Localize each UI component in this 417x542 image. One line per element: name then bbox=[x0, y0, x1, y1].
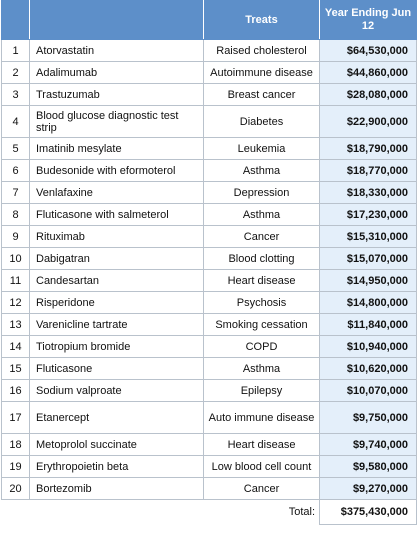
row-rank: 20 bbox=[2, 478, 30, 500]
table-row bbox=[2, 160, 417, 182]
table-row bbox=[2, 226, 417, 248]
row-amount: $9,580,000 bbox=[320, 456, 417, 478]
row-amount: $18,770,000 bbox=[320, 160, 417, 182]
total-row bbox=[2, 500, 417, 525]
row-amount: $17,230,000 bbox=[320, 204, 417, 226]
row-drug-name: Venlafaxine bbox=[30, 182, 204, 204]
table-row bbox=[2, 456, 417, 478]
row-amount: $44,860,000 bbox=[320, 62, 417, 84]
row-rank: 13 bbox=[2, 314, 30, 336]
row-drug-name: Budesonide with eformoterol bbox=[30, 160, 204, 182]
total-label: Total: bbox=[288, 506, 315, 519]
table-row bbox=[2, 402, 417, 434]
row-treats: Diabetes bbox=[204, 106, 320, 138]
row-drug-name: Rituximab bbox=[30, 226, 204, 248]
row-treats: Breast cancer bbox=[204, 84, 320, 106]
row-drug-name: Atorvastatin bbox=[30, 40, 204, 62]
row-rank: 17 bbox=[2, 402, 30, 434]
row-treats: Leukemia bbox=[204, 138, 320, 160]
row-amount: $9,740,000 bbox=[320, 434, 417, 456]
row-amount: $9,750,000 bbox=[320, 402, 417, 434]
row-rank: 7 bbox=[2, 182, 30, 204]
header-rank bbox=[2, 1, 30, 40]
table-row bbox=[2, 62, 417, 84]
table-row bbox=[2, 270, 417, 292]
row-amount: $22,900,000 bbox=[320, 106, 417, 138]
row-amount: $15,310,000 bbox=[320, 226, 417, 248]
row-drug-name: Tiotropium bromide bbox=[30, 336, 204, 358]
row-drug-name: Fluticasone bbox=[30, 358, 204, 380]
table-row bbox=[2, 314, 417, 336]
row-treats: Autoimmune disease bbox=[204, 62, 320, 84]
row-rank: 4 bbox=[2, 106, 30, 138]
table-row bbox=[2, 336, 417, 358]
row-amount: $14,800,000 bbox=[320, 292, 417, 314]
row-treats: Depression bbox=[204, 182, 320, 204]
row-treats: Heart disease bbox=[204, 434, 320, 456]
row-rank: 6 bbox=[2, 160, 30, 182]
row-rank: 15 bbox=[2, 358, 30, 380]
table-row bbox=[2, 204, 417, 226]
row-treats: Cancer bbox=[204, 226, 320, 248]
table-row bbox=[2, 138, 417, 160]
total-value: $375,430,000 bbox=[320, 500, 417, 525]
row-drug-name: Bortezomib bbox=[30, 478, 204, 500]
row-amount: $14,950,000 bbox=[320, 270, 417, 292]
row-amount: $10,620,000 bbox=[320, 358, 417, 380]
row-amount: $18,790,000 bbox=[320, 138, 417, 160]
row-drug-name: Dabigatran bbox=[30, 248, 204, 270]
table-row bbox=[2, 434, 417, 456]
row-drug-name: Etanercept bbox=[30, 402, 204, 434]
row-drug-name: Fluticasone with salmeterol bbox=[30, 204, 204, 226]
row-amount: $10,940,000 bbox=[320, 336, 417, 358]
row-amount: $15,070,000 bbox=[320, 248, 417, 270]
row-rank: 2 bbox=[2, 62, 30, 84]
row-drug-name: Adalimumab bbox=[30, 62, 204, 84]
table-row bbox=[2, 40, 417, 62]
row-rank: 8 bbox=[2, 204, 30, 226]
table-row bbox=[2, 292, 417, 314]
row-treats: Asthma bbox=[204, 160, 320, 182]
row-treats: Asthma bbox=[204, 204, 320, 226]
row-treats: Blood clotting bbox=[204, 248, 320, 270]
table-row bbox=[2, 248, 417, 270]
row-rank: 1 bbox=[2, 40, 30, 62]
row-treats: Epilepsy bbox=[204, 380, 320, 402]
row-rank: 9 bbox=[2, 226, 30, 248]
drug-sales-table bbox=[1, 0, 417, 525]
row-rank: 18 bbox=[2, 434, 30, 456]
row-amount: $11,840,000 bbox=[320, 314, 417, 336]
header-treats: Treats bbox=[204, 1, 320, 40]
row-rank: 10 bbox=[2, 248, 30, 270]
row-treats: Auto immune disease bbox=[204, 402, 320, 434]
row-rank: 12 bbox=[2, 292, 30, 314]
row-treats: Psychosis bbox=[204, 292, 320, 314]
row-amount: $9,270,000 bbox=[320, 478, 417, 500]
table-row bbox=[2, 182, 417, 204]
row-drug-name: Trastuzumab bbox=[30, 84, 204, 106]
row-drug-name: Erythropoietin beta bbox=[30, 456, 204, 478]
row-treats: Raised cholesterol bbox=[204, 40, 320, 62]
row-drug-name: Metoprolol succinate bbox=[30, 434, 204, 456]
row-drug-name: Blood glucose diagnostic test strip bbox=[30, 106, 204, 138]
table-row bbox=[2, 84, 417, 106]
row-rank: 16 bbox=[2, 380, 30, 402]
row-treats: Low blood cell count bbox=[204, 456, 320, 478]
row-rank: 5 bbox=[2, 138, 30, 160]
row-rank: 11 bbox=[2, 270, 30, 292]
row-amount: $10,070,000 bbox=[320, 380, 417, 402]
row-amount: $64,530,000 bbox=[320, 40, 417, 62]
row-treats: Asthma bbox=[204, 358, 320, 380]
row-rank: 3 bbox=[2, 84, 30, 106]
row-rank: 19 bbox=[2, 456, 30, 478]
header-year-ending: Year Ending Jun 12 bbox=[320, 1, 417, 40]
row-drug-name: Sodium valproate bbox=[30, 380, 204, 402]
table-row bbox=[2, 106, 417, 138]
table-row bbox=[2, 380, 417, 402]
row-amount: $18,330,000 bbox=[320, 182, 417, 204]
row-drug-name: Varenicline tartrate bbox=[30, 314, 204, 336]
row-treats: Smoking cessation bbox=[204, 314, 320, 336]
row-drug-name: Candesartan bbox=[30, 270, 204, 292]
table-row bbox=[2, 478, 417, 500]
row-treats: COPD bbox=[204, 336, 320, 358]
table-body bbox=[2, 40, 417, 500]
row-treats: Cancer bbox=[204, 478, 320, 500]
table-row bbox=[2, 358, 417, 380]
row-amount: $28,080,000 bbox=[320, 84, 417, 106]
header-drug bbox=[30, 1, 204, 40]
header-row bbox=[2, 1, 417, 40]
row-treats: Heart disease bbox=[204, 270, 320, 292]
row-drug-name: Imatinib mesylate bbox=[30, 138, 204, 160]
row-drug-name: Risperidone bbox=[30, 292, 204, 314]
row-rank: 14 bbox=[2, 336, 30, 358]
